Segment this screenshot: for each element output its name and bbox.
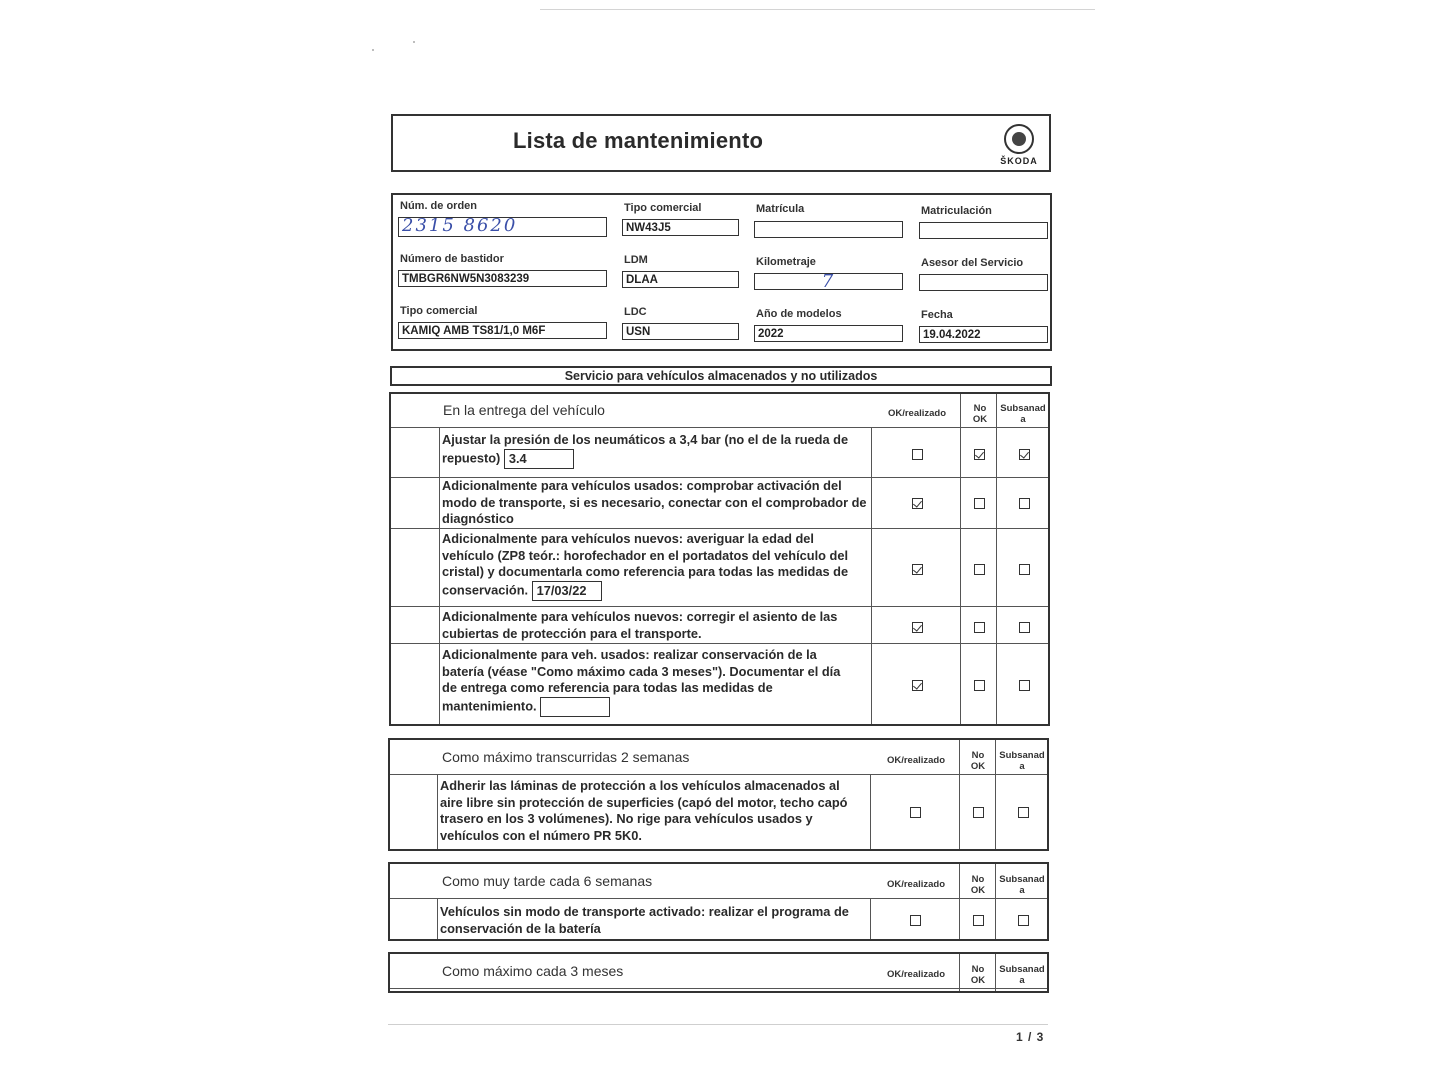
field-label: Tipo comercial <box>400 305 478 317</box>
checkbox-fixed[interactable] <box>1018 807 1029 818</box>
field-label: Año de modelos <box>756 308 842 320</box>
column-header-not-ok: No OK <box>972 403 988 425</box>
checkbox-not-ok[interactable] <box>973 807 984 818</box>
section-title: Como máximo cada 3 meses <box>442 963 624 979</box>
checkbox-not-ok[interactable] <box>974 622 985 633</box>
mileage-field[interactable]: 7 <box>754 273 903 290</box>
checkbox-ok[interactable] <box>912 498 923 509</box>
checkbox-not-ok[interactable] <box>974 498 985 509</box>
scan-top-line <box>540 9 1095 10</box>
field-label: Fecha <box>921 309 953 321</box>
commercial-type-field[interactable]: NW43J5 <box>622 219 739 236</box>
service-advisor-field[interactable] <box>919 274 1048 291</box>
checkbox-ok[interactable] <box>910 807 921 818</box>
field-label: Matrícula <box>756 203 805 215</box>
checkbox-not-ok[interactable] <box>973 915 984 926</box>
document-title: Lista de mantenimiento <box>513 128 764 153</box>
field-label: Número de bastidor <box>400 253 504 265</box>
skoda-logo <box>999 124 1039 166</box>
checkbox-ok[interactable] <box>912 449 923 460</box>
column-header-ok: OK/realizado <box>886 969 946 980</box>
model-year-field[interactable]: 2022 <box>754 325 903 342</box>
brand-name: ŠKODA <box>1000 156 1038 166</box>
registration-field[interactable] <box>919 222 1048 239</box>
column-header-fixed: Subsanad a <box>999 750 1045 772</box>
column-header-ok: OK/realizado <box>887 408 947 419</box>
checkbox-not-ok[interactable] <box>974 564 985 575</box>
ldc-field[interactable]: USN <box>622 323 739 340</box>
checkbox-fixed[interactable] <box>1018 915 1029 926</box>
column-header-not-ok: No OK <box>970 964 986 986</box>
footer-line <box>388 1024 1048 1025</box>
field-label: LDC <box>624 306 647 318</box>
field-label: Asesor del Servicio <box>921 257 1024 269</box>
checkbox-fixed[interactable] <box>1019 680 1030 691</box>
column-header-not-ok: No OK <box>970 874 986 896</box>
checkbox-not-ok[interactable] <box>974 680 985 691</box>
skoda-logo-icon <box>1004 124 1034 154</box>
field-label: Tipo comercial <box>624 202 702 214</box>
chassis-number-field[interactable]: TMBGR6NW5N3083239 <box>398 270 607 287</box>
checkbox-fixed[interactable] <box>1019 498 1030 509</box>
vehicle-age-input[interactable]: 17/03/22 <box>532 581 602 601</box>
checkbox-ok[interactable] <box>912 680 923 691</box>
section-six-weeks <box>388 862 1049 941</box>
checkbox-fixed[interactable] <box>1019 564 1030 575</box>
column-header-ok: OK/realizado <box>886 755 946 766</box>
column-header-not-ok: No OK <box>970 750 986 772</box>
column-header-fixed: Subsanad a <box>1000 403 1046 425</box>
section-title: Como muy tarde cada 6 semanas <box>442 873 653 889</box>
checkbox-ok[interactable] <box>912 622 923 633</box>
checkbox-ok[interactable] <box>910 915 921 926</box>
checkbox-not-ok[interactable] <box>974 449 985 460</box>
task-transport-mode: Adicionalmente para vehículos usados: comprobar activación del modo de transporte, si es necesario, conectar con el comprobador de diagnóstico <box>442 478 867 526</box>
section-delivery <box>389 392 1050 726</box>
task-protective-films: Adherir las láminas de protección a los vehículos almacenados al aire libre sin protección de superficies (capó del motor, techo capó trasero en los 3 volúmenes). No rige para vehículos usados y vehículos con el número PR 5K0. <box>440 778 848 843</box>
task-vehicle-age: Adicionalmente para vehículos nuevos: averiguar la edad del vehículo (ZP8 teór.: horofechador en el portadatos del vehículo del cristal) y documentarla como referencia para todas las medidas de conservación. 17/03/22 <box>442 531 870 601</box>
order-number-field[interactable]: 2315 8620 <box>398 217 607 237</box>
document-header <box>391 114 1051 172</box>
column-header-fixed: Subsanad a <box>999 964 1045 986</box>
ldm-field[interactable]: DLAA <box>622 271 739 288</box>
field-label: Matriculación <box>921 205 992 217</box>
section-two-weeks <box>388 738 1049 851</box>
checkbox-fixed[interactable] <box>1019 622 1030 633</box>
date-field[interactable]: 19.04.2022 <box>919 326 1048 343</box>
vehicle-info-panel <box>391 193 1052 351</box>
task-tire-pressure: Ajustar la presión de los neumáticos a 3,4 bar (no el de la rueda de repuesto) 3.4 <box>442 432 870 469</box>
checkbox-fixed[interactable] <box>1019 449 1030 460</box>
task-battery-program: Vehículos sin modo de transporte activado: realizar el programa de conservación de la batería <box>440 904 849 936</box>
field-label: LDM <box>624 254 648 266</box>
column-header-ok: OK/realizado <box>886 879 946 890</box>
section-title: En la entrega del vehículo <box>443 402 605 418</box>
scan-speck <box>413 41 415 43</box>
column-header-fixed: Subsanad a <box>999 874 1045 896</box>
scan-speck <box>372 49 374 51</box>
checkbox-ok[interactable] <box>912 564 923 575</box>
section-three-months <box>388 952 1049 993</box>
license-plate-field[interactable] <box>754 221 903 238</box>
task-battery-conservation: Adicionalmente para veh. usados: realizar conservación de la batería (véase "Como máximo cada 3 meses"). Documentar el día de entrega como referencia para todas las medidas de mantenimiento. <box>442 647 870 717</box>
delivery-date-input[interactable] <box>540 697 610 717</box>
service-banner: Servicio para vehículos almacenados y no utilizados <box>390 366 1052 386</box>
field-label: Núm. de orden <box>400 200 478 212</box>
model-description-field[interactable]: KAMIQ AMB TS81/1,0 M6F <box>398 322 607 339</box>
page-number: 1 / 3 <box>1016 1030 1045 1044</box>
tire-pressure-input[interactable]: 3.4 <box>504 449 574 469</box>
task-protective-covers: Adicionalmente para vehículos nuevos: corregir el asiento de las cubiertas de protección para el transporte. <box>442 609 838 641</box>
section-title: Como máximo transcurridas 2 semanas <box>442 749 690 765</box>
field-label: Kilometraje <box>756 256 816 268</box>
